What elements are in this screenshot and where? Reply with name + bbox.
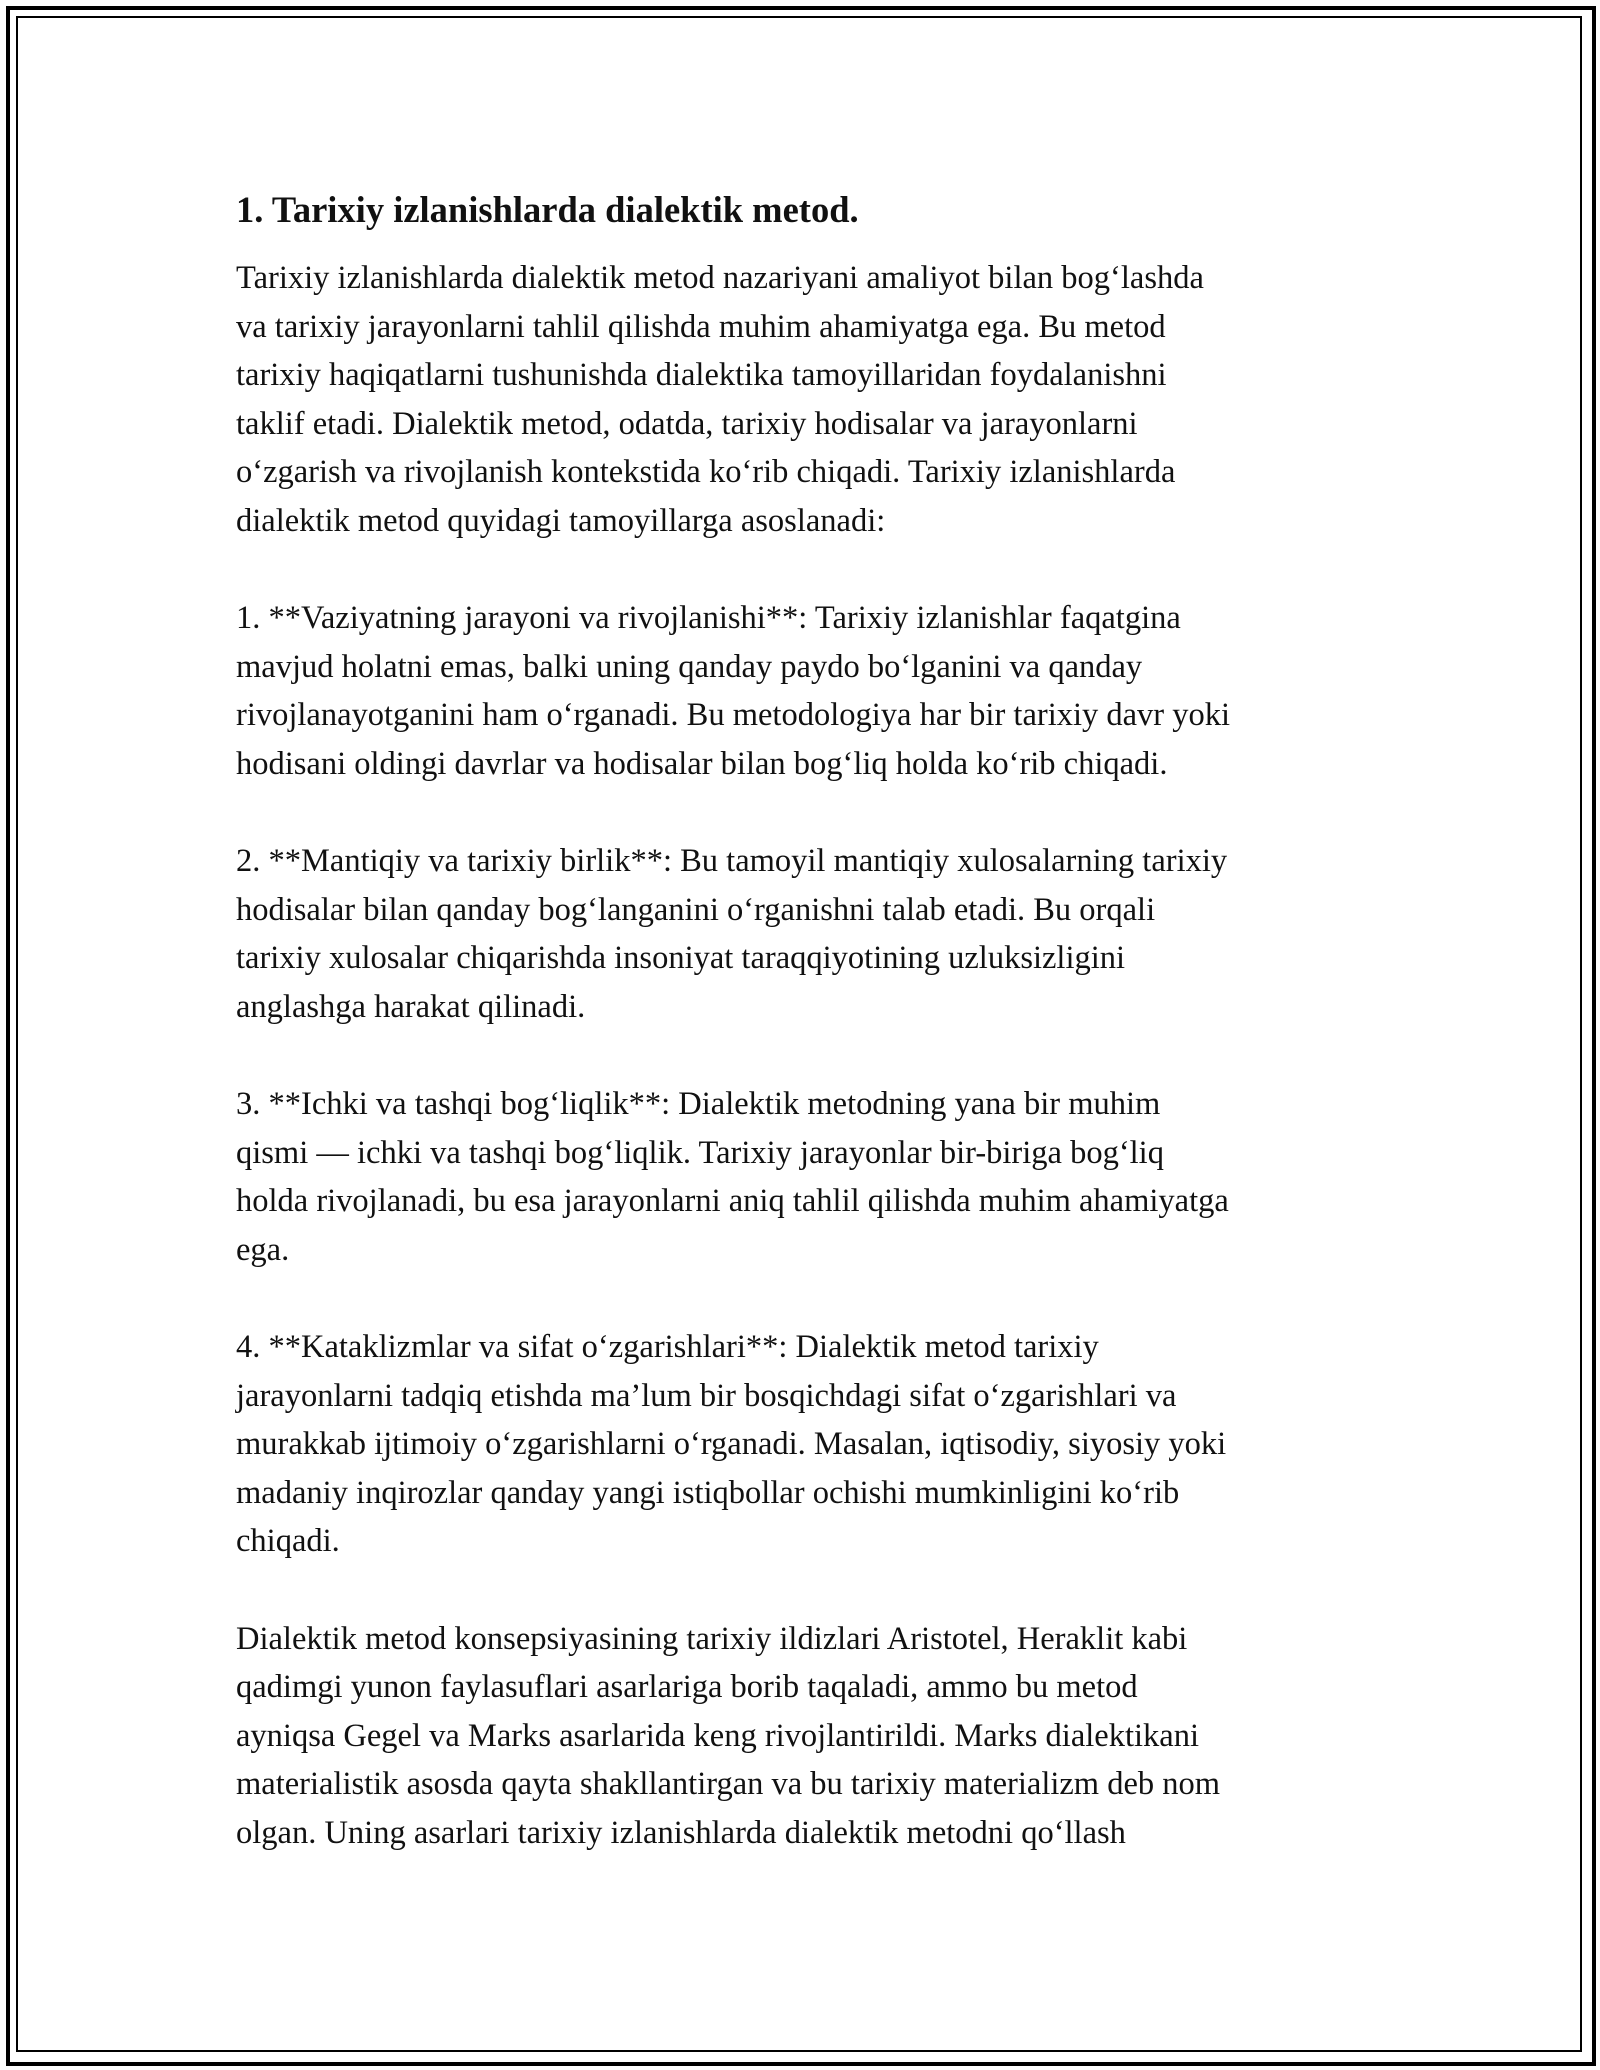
text-line: hodisani oldingi davrlar va hodisalar bilan bog‘liq holda ko‘rib chiqadi. (236, 745, 1168, 782)
text-line: 4. **Kataklizmlar va sifat o‘zgarishlari**: Dialektik metod tarixiy (236, 1329, 1099, 1365)
section-heading: 1. Tarixiy izlanishlarda dialektik metod. (236, 189, 859, 230)
text-line: chiqadi. (236, 1523, 340, 1559)
text-line: ega. (236, 1231, 290, 1268)
text-line: murakkab ijtimoiy o‘zgarishlarni o‘rganadi. Masalan, iqtisodiy, siyosiy yoki (236, 1426, 1227, 1462)
paragraph-principle-1 (236, 594, 1366, 788)
text-line: o‘zgarish va rivojlanish kontekstida ko‘rib chiqadi. Tarixiy izlanishlarda (236, 454, 1176, 490)
text-line: qismi — ichki va tashqi bog‘liqlik. Tarixiy jarayonlar bir-biriga bog‘liq (236, 1134, 1164, 1171)
text-line: Dialektik metod konsepsiyasining tarixiy ildizlari Aristotel, Heraklit kabi (236, 1620, 1188, 1657)
text-line: 2. **Mantiqiy va tarixiy birlik**: Bu tamoyil mantiqiy xulosalarning tarixiy (236, 843, 1228, 879)
paragraph-conclusion (236, 1615, 1366, 1858)
text-line: anglashga harakat qilinadi. (236, 988, 586, 1025)
text-line: holda rivojlanadi, bu esa jarayonlarni aniq tahlil qilishda muhim ahamiyatga (236, 1183, 1229, 1219)
text-line: mavjud holatni emas, balki uning qanday paydo bo‘lganini va qanday (236, 648, 1143, 685)
paragraph-principle-2 (236, 837, 1366, 1031)
text-line: va tarixiy jarayonlarni tahlil qilishda muhim ahamiyatga ega. Bu metod (236, 308, 1166, 345)
text-line: hodisalar bilan qanday bog‘langanini o‘rganishni talab etadi. Bu orqali (236, 891, 1156, 928)
paragraph-principle-4 (236, 1323, 1366, 1566)
text-line: jarayonlarni tadqiq etishda ma’lum bir bosqichdagi sifat o‘zgarishlari va (236, 1377, 1177, 1414)
text-line: rivojlanayotganini ham o‘rganadi. Bu metodologiya har bir tarixiy davr yoki (236, 697, 1231, 733)
paragraph-principle-3 (236, 1080, 1366, 1274)
text-line: 1. **Vaziyatning jarayoni va rivojlanishi**: Tarixiy izlanishlar faqatgina (236, 600, 1181, 636)
text-line: 3. **Ichki va tashqi bog‘liqlik**: Dialektik metodning yana bir muhim (236, 1086, 1161, 1122)
document-body (236, 186, 1366, 1906)
text-line: ayniqsa Gegel va Marks asarlarida keng rivojlantirildi. Marks dialektikani (236, 1717, 1199, 1754)
text-line: Tarixiy izlanishlarda dialektik metod nazariyani amaliyot bilan bog‘lashda (236, 260, 1204, 296)
text-line: olgan. Uning asarlari tarixiy izlanishlarda dialektik metodni qo‘llash (236, 1814, 1126, 1851)
text-line: tarixiy haqiqatlarni tushunishda dialektika tamoyillaridan foydalanishni (236, 357, 1167, 393)
text-line: dialektik metod quyidagi tamoyillarga asoslanadi: (236, 502, 886, 539)
text-line: madaniy inqirozlar qanday yangi istiqbollar ochishi mumkinligini ko‘rib (236, 1474, 1180, 1511)
paragraph-intro (236, 254, 1366, 545)
text-line: taklif etadi. Dialektik metod, odatda, tarixiy hodisalar va jarayonlarni (236, 405, 1138, 442)
text-line: materialistik asosda qayta shakllantirgan va bu tarixiy materializm deb nom (236, 1766, 1221, 1802)
text-line: tarixiy xulosalar chiqarishda insoniyat taraqqiyotining uzluksizligini (236, 940, 1126, 976)
text-line: qadimgi yunon faylasuflari asarlariga borib taqaladi, ammo bu metod (236, 1669, 1138, 1705)
